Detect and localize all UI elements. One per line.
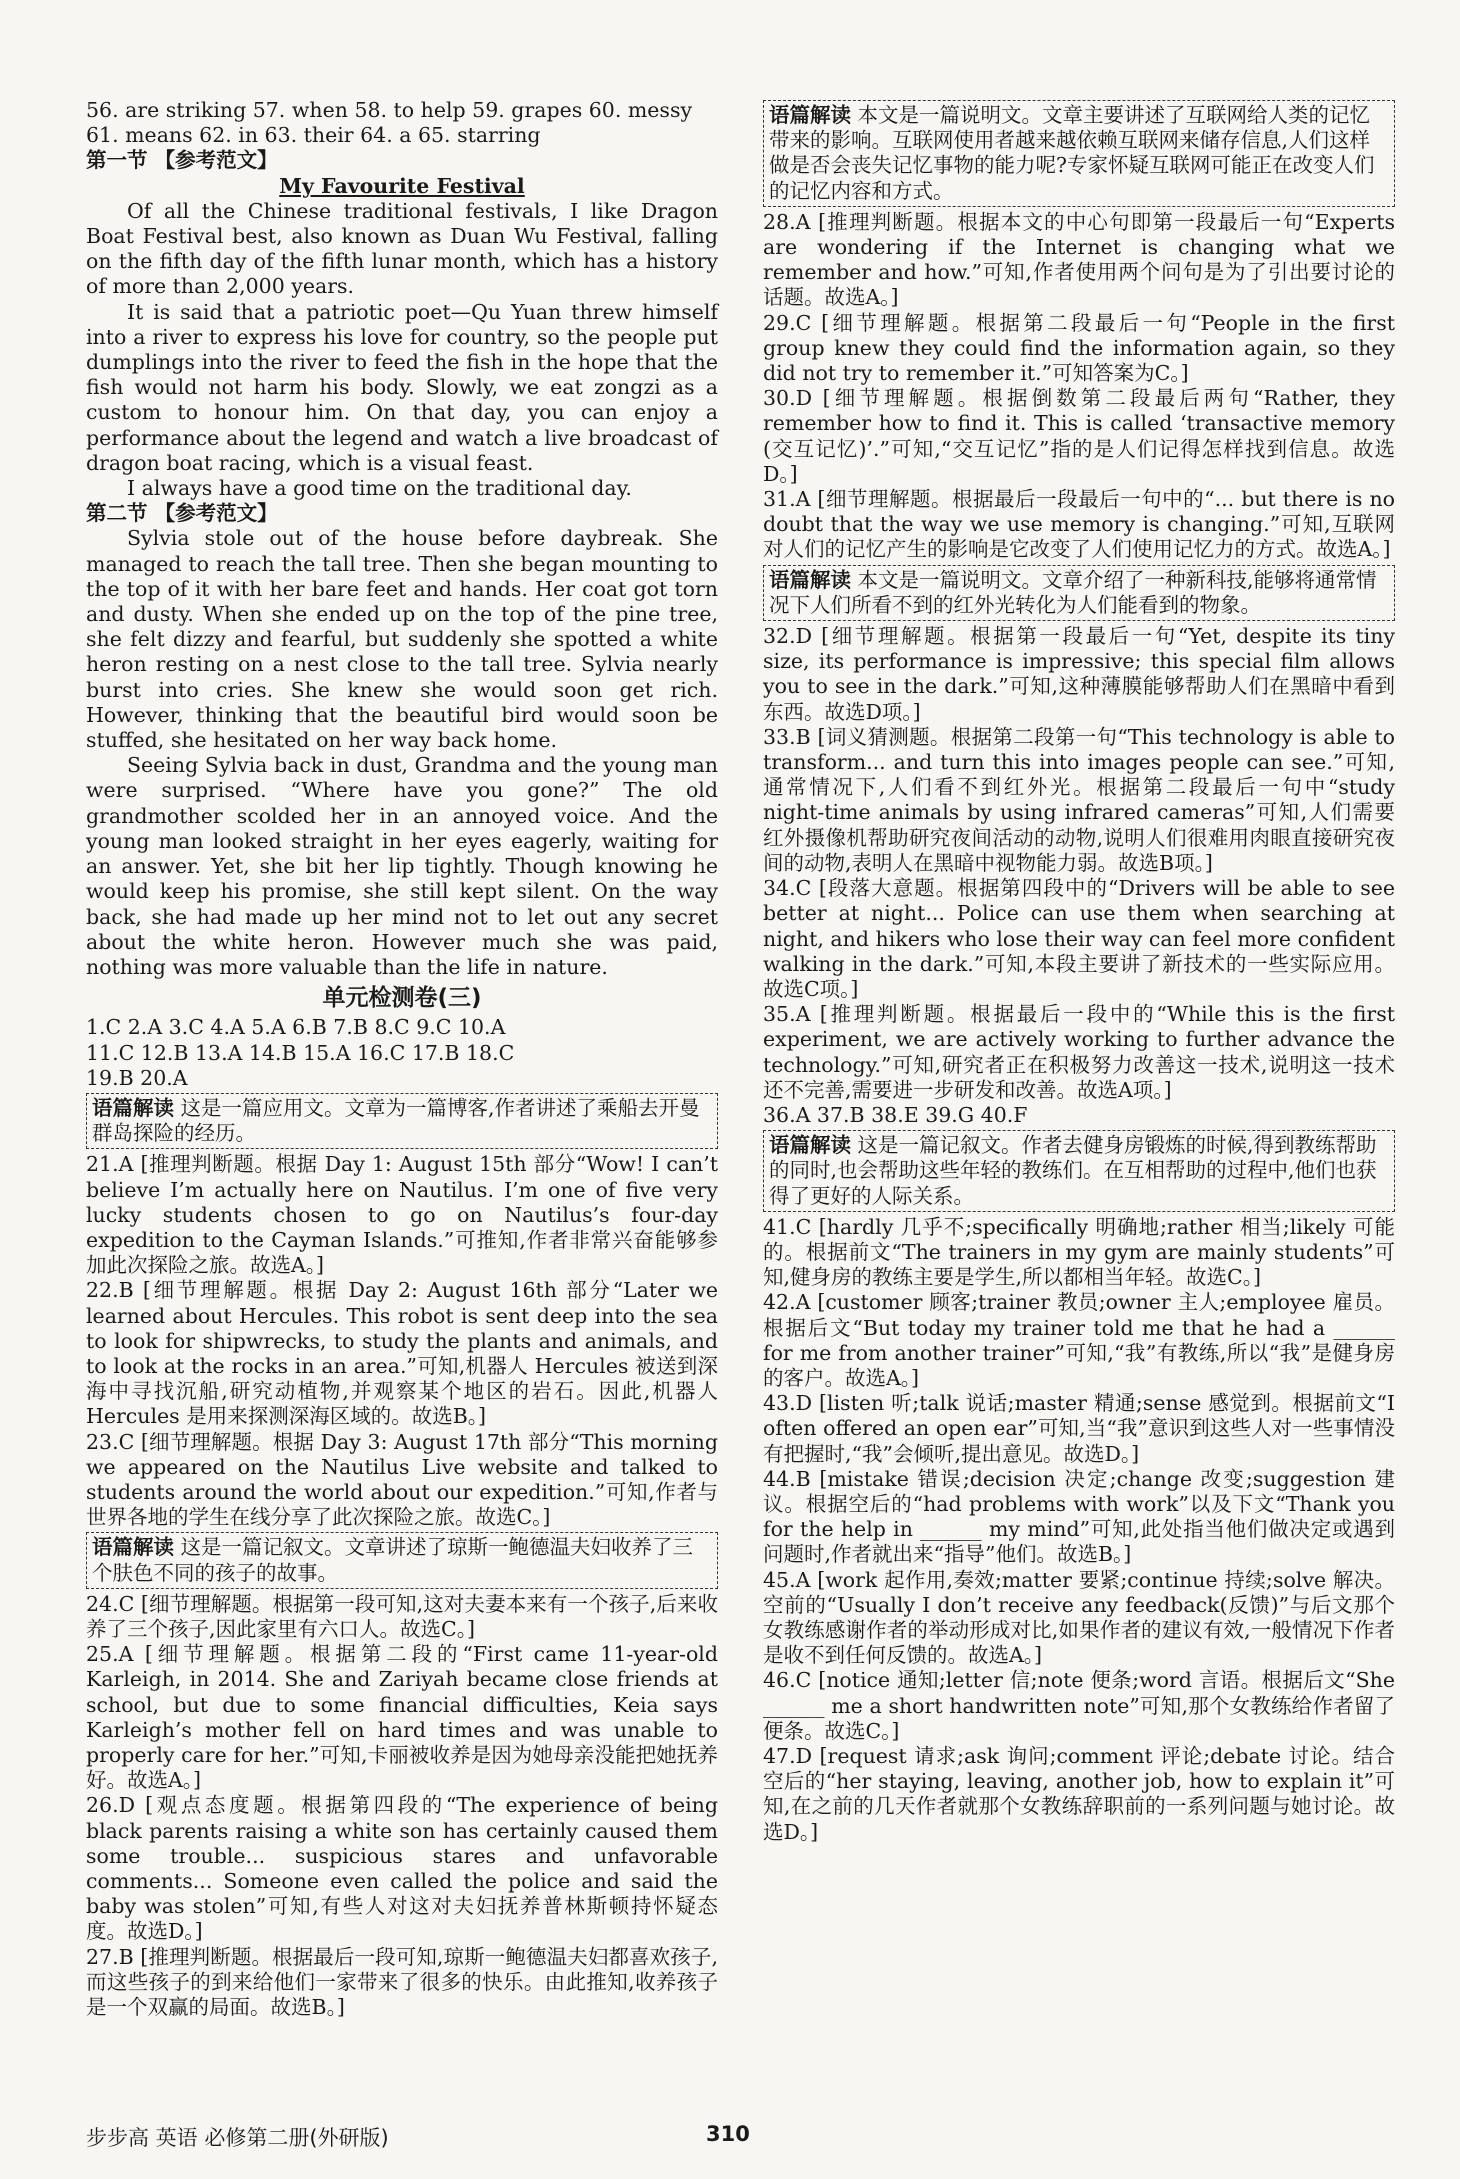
answer-explanation: 42.A [customer 顾客;trainer 教员;owner 主人;employee 雇员。根据后文“But today my trainer told me that he had a ______ for me from another trainer”可知,“我”有教练,所以“我”是健身房的客户。故选A。] <box>763 1290 1395 1390</box>
answer-explanation: 25.A [细节理解题。根据第二段的“First came 11-year-old Karleigh, in 2014. She and Zariyah became close friends at school, but due to some financial difficulties, Keia says Karleigh’s mother fell on hard times and was unable to properly care for her.”可知,卡丽被收养是因为她母亲没能把她抚养好。故选A。] <box>86 1642 718 1793</box>
answer-explanation: 31.A [细节理解题。根据最后一段最后一句中的“... but there is no doubt that the way we use memory is changing.”可知,互联网对人们的记忆产生的影响是它改变了人们使用记忆力的方式。故选A。] <box>763 487 1395 562</box>
left-column <box>86 98 718 2020</box>
box-text: 本文是一篇说明文。文章主要讲述了互联网给人类的记忆带来的影响。互联网使用者越来越依赖互联网来储存信息,人们这样做是否会丧失记忆事物的能力呢?专家怀疑互联网可能正在改变人们的记忆内容和方式。 <box>769 103 1375 203</box>
answer-explanation: 43.D [listen 听;talk 说话;master 精通;sense 感觉到。根据前文“I often offered an open ear”可知,当“我”意识到这些人对一些事情没有把握时,“我”会倾听,提出意见。故选D。] <box>763 1391 1395 1466</box>
box-tag: 语篇解读 <box>769 1133 851 1158</box>
section1-heading: 第一节 【参考范文】 <box>86 148 278 173</box>
answer-explanation: 32.D [细节理解题。根据第一段最后一句“Yet, despite its tiny size, its performance is impressive; this special film allows you to see in the dark.”可知,这种薄膜能够帮助人们在黑暗中看到东西。故选D项。] <box>763 624 1395 724</box>
box-tag: 语篇解读 <box>769 103 851 127</box>
answer-explanation: 29.C [细节理解题。根据第二段最后一句“People in the first group knew they could find the information again, so they did not try to remember it.”可知答案为C。] <box>763 310 1395 386</box>
book-title: 步步高 英语 必修第二册(外研版) <box>86 2126 389 2150</box>
essay2-para: Sylvia stole out of the house before daybreak. She managed to reach the tall tree. Then she began mounting to the top of it with her bare feet and hands. Her coat got torn and dusty. When she ended up on the top of the pine tree, she felt dizzy and fearful, but suddenly she spotted a white heron resting on a nest close to the tall tree. Sylvia nearly burst into cries. She knew she would soon get rich. However, thinking that the beautiful bird would soon be stuffed, she hesitated on her way back home. <box>86 526 718 753</box>
unit-test-title: 单元检测卷(三) <box>322 985 482 1012</box>
box-tag: 语篇解读 <box>769 567 851 592</box>
passage-analysis-box <box>86 1093 718 1149</box>
answers-36-40: 36.A 37.B 38.E 39.G 40.F <box>763 1102 1028 1127</box>
passage-analysis-box <box>763 100 1395 207</box>
box-tag: 语篇解读 <box>92 1535 174 1560</box>
answer-explanation: 33.B [词义猜测题。根据第二段第一句“This technology is able to transform... and turn this into images people can see.”可知,通常情况下,人们看不到红外光。根据第二段最后一句中“study night-time animals by using infrared cameras”可知,人们需要红外摄像机帮助研究夜间活动的动物,说明人们很难用肉眼直接研究夜间的动物,表明人在黑暗中视物能力弱。故选B项。] <box>763 724 1395 875</box>
passage-analysis-box <box>86 1532 718 1588</box>
unit-answers: 1.C 2.A 3.C 4.A 5.A 6.B 7.B 8.C 9.C 10.A <box>86 1015 506 1040</box>
answers-line-1: 56. are striking 57. when 58. to help 59. grapes 60. messy <box>86 98 693 122</box>
answer-explanation: 47.D [request 请求;ask 询问;comment 评论;debate 讨论。结合空后的“her staying, leaving, another job, how to explain it”可知,在之前的几天作者就那个女教练辞职前的一系列问题与她讨论。故选D。] <box>763 1744 1395 1844</box>
box-text: 这是一篇应用文。文章为一篇博客,作者讲述了乘船去开曼群岛探险的经历。 <box>92 1095 700 1146</box>
answer-explanation: 41.C [hardly 几乎不;specifically 明确地;rather 相当;likely 可能的。根据前文“The trainers in my gym are mainly students”可知,健身房的教练主要是学生,所以都相当年轻。故选C。] <box>763 1214 1395 1290</box>
answer-explanation: 23.C [细节理解题。根据 Day 3: August 17th 部分“This morning we appeared on the Nautilus Live website and talked to students around the world about our expedition.”可知,作者与世界各地的学生在线分享了此次探险之旅。故选C。] <box>86 1429 718 1530</box>
answer-explanation: 45.A [work 起作用,奏效;matter 要紧;continue 持续;solve 解决。空前的“Usually I don’t receive any feedback(反馈)”与后文那个女教练感谢作者的举动形成对比,如果作者的建议有效,一般情况下作者是收不到任何反馈的。故选A。] <box>763 1567 1395 1668</box>
answer-explanation: 22.B [细节理解题。根据 Day 2: August 16th 部分“Later we learned about Hercules. This robot is sent deep into the sea to look for shipwrecks, to study the plants and animals, and to look at the rocks in an area.”可知,机器人 Hercules 被送到深海中寻找沉船,研究动植物,并观察某个地区的岩石。因此,机器人 Hercules 是用来探测深海区域的。故选B。] <box>86 1278 718 1429</box>
answer-explanation: 30.D [细节理解题。根据倒数第二段最后两句“Rather, they remember how to find it. This is called ‘transactive memory (交互记忆)’.”可知,“交互记忆”指的是人们记得怎样找到信息。故选D。] <box>763 386 1395 486</box>
box-text: 这是一篇记叙文。作者去健身房锻炼的时候,得到教练帮助的同时,也会帮助这些年轻的教练们。在互相帮助的过程中,他们也获得了更好的人际关系。 <box>769 1133 1377 1208</box>
box-text: 本文是一篇说明文。文章介绍了一种新科技,能够将通常情况下人们所看不到的红外光转化为人们能看到的物象。 <box>769 567 1377 617</box>
essay1-title: My Favourite Festival <box>279 173 525 198</box>
answer-explanation: 28.A [推理判断题。根据本文的中心句即第一段最后一句“Experts are wondering if the Internet is changing what we remember and how.”可知,作者使用两个问句是为了引出要讨论的话题。故选A。] <box>763 209 1395 310</box>
box-text: 这是一篇记叙文。文章讲述了琼斯一鲍德温夫妇收养了三个肤色不同的孩子的故事。 <box>92 1535 694 1585</box>
passage-analysis-box <box>763 565 1395 621</box>
essay1-para: It is said that a patriotic poet—Qu Yuan threw himself into a river to express his love for country, so the people put dumplings into the river to feed the fish in the hope that the fish would not harm his body. Slowly, we eat zongzi as a custom to honour him. On that day, you can enjoy a performance about the legend and watch a live broadcast of dragon boat racing, which is a visual feast. <box>86 299 718 475</box>
answer-explanation: 34.C [段落大意题。根据第四段中的“Drivers will be able to see better at night... Police can use them when searching at night, and hikers who lose their way can feel more confident walking in the dark.”可知,本段主要讲了新技术的一些实际应用。故选C项。] <box>763 876 1395 1001</box>
answer-explanation: 44.B [mistake 错误;decision 决定;change 改变;suggestion 建议。根据空后的“had problems with work”以及下文“Thank you for the help in ______ my mind”可知,此处指当他们做决定或遇到问题时,作者就出来“指导”他们。故选B。] <box>763 1466 1395 1567</box>
unit-answers: 19.B 20.A <box>86 1065 188 1090</box>
box-tag: 语篇解读 <box>92 1095 174 1120</box>
page-number: 310 <box>706 2122 750 2146</box>
passage-analysis-box <box>763 1130 1395 1212</box>
section2-heading: 第二节 【参考范文】 <box>86 501 278 526</box>
essay2-para: Seeing Sylvia back in dust, Grandma and the young man were surprised. “Where have you gone?” The old grandmother scolded her in an annoyed voice. And the young man looked straight in her eyes eagerly, waiting for an answer. Yet, she bit her lip tightly. Though knowing he would keep his promise, she still kept silent. On the way back, she had made up her mind not to let out any secret about the white heron. However much she was paid, nothing was more valuable than the life in nature. <box>86 753 718 979</box>
answers-line-2: 61. means 62. in 63. their 64. a 65. starring <box>86 123 541 148</box>
answer-explanation: 35.A [推理判断题。根据最后一段中的“While this is the first experiment, we are actively working to further advance the technology.”可知,研究者正在积极努力改善这一技术,说明这一技术还不完善,需要进一步研发和改善。故选A项。] <box>763 1002 1395 1102</box>
essay1-para: Of all the Chinese traditional festivals, I like Dragon Boat Festival best, also known as Duan Wu Festival, falling on the fifth day of the fifth lunar month, which has a history of more than 2,000 years. <box>86 198 718 299</box>
answer-explanation: 46.C [notice 通知;letter 信;note 便条;word 言语。根据后文“She ______ me a short handwritten note”可知,那个女教练给作者留了便条。故选C。] <box>763 1668 1395 1743</box>
answer-explanation: 24.C [细节理解题。根据第一段可知,这对夫妻本来有一个孩子,后来收养了三个孩子,因此家里有六口人。故选C。] <box>86 1591 718 1641</box>
essay1-para: I always have a good time on the traditional day. <box>127 476 632 501</box>
unit-answers: 11.C 12.B 13.A 14.B 15.A 16.C 17.B 18.C <box>86 1040 515 1065</box>
answer-explanation: 21.A [推理判断题。根据 Day 1: August 15th 部分“Wow! I can’t believe I’m actually here on Nautilus. I’m one of five very lucky students chosen to go on Nautilus’s four-day expedition to the Cayman Islands.”可推知,作者非常兴奋能够参加此次探险之旅。故选A。] <box>86 1152 718 1278</box>
answer-explanation: 27.B [推理判断题。根据最后一段可知,琼斯一鲍德温夫妇都喜欢孩子,而这些孩子的到来给他们一家带来了很多的快乐。由此推知,收养孩子是一个双赢的局面。故选B。] <box>86 1944 718 2020</box>
answer-explanation: 26.D [观点态度题。根据第四段的“The experience of being black parents raising a white son has certainly caused them some trouble... suspicious stares and unfavorable comments... Someone even called the police and said the baby was stolen”可知,有些人对这对夫妇抚养普林斯顿持怀疑态度。故选D。] <box>86 1793 718 1944</box>
right-column <box>763 98 1395 1845</box>
